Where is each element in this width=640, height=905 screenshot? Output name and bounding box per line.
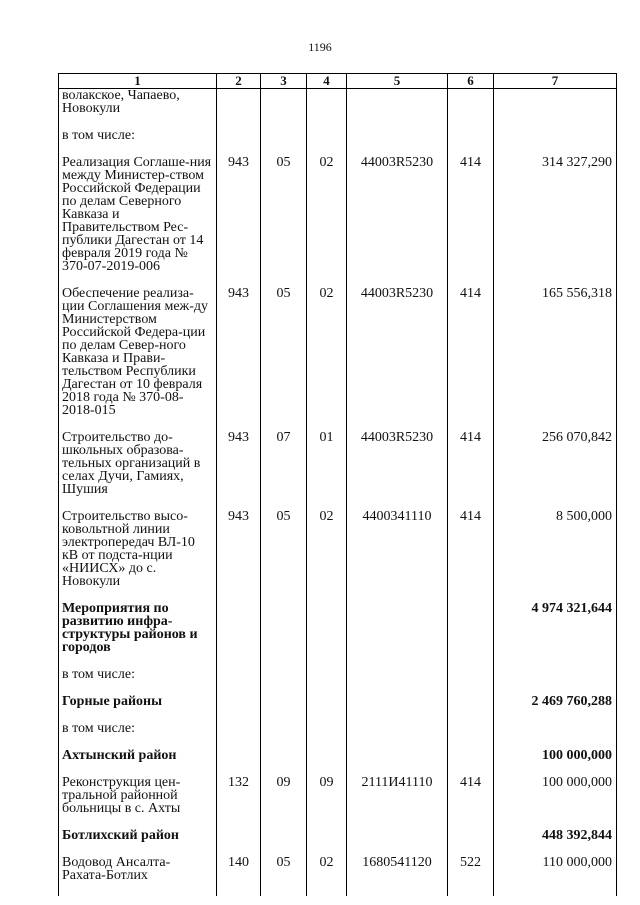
table-row <box>59 156 617 287</box>
row-col-3: 05 <box>261 156 307 287</box>
row-col-6 <box>448 602 494 668</box>
header-col-2: 2 <box>217 74 261 89</box>
row-col-2: 943 <box>217 510 261 602</box>
row-col-6: 414 <box>448 510 494 602</box>
row-col-2 <box>217 749 261 776</box>
row-amount: 8 500,000 <box>494 510 617 602</box>
row-name: Мероприятия по развитию инфра-структуры районов и городов <box>59 602 217 668</box>
row-col-6 <box>448 749 494 776</box>
header-col-5: 5 <box>347 74 448 89</box>
row-col-4 <box>307 722 347 749</box>
row-col-6: 414 <box>448 287 494 431</box>
row-amount: 4 974 321,644 <box>494 602 617 668</box>
row-col-5 <box>347 668 448 695</box>
row-col-2: 943 <box>217 156 261 287</box>
row-col-3 <box>261 829 307 856</box>
row-col-6: 522 <box>448 856 494 896</box>
row-col-6: 414 <box>448 431 494 510</box>
row-col-4: 02 <box>307 856 347 896</box>
row-col-3: 09 <box>261 776 307 829</box>
row-col-5 <box>347 129 448 156</box>
table-row <box>59 510 617 602</box>
table-row <box>59 829 617 856</box>
row-col-6 <box>448 668 494 695</box>
header-col-6: 6 <box>448 74 494 89</box>
row-col-5: 4400341110 <box>347 510 448 602</box>
row-col-4: 02 <box>307 156 347 287</box>
row-col-6: 414 <box>448 156 494 287</box>
table-row <box>59 749 617 776</box>
row-name: в том числе: <box>59 668 217 695</box>
row-amount <box>494 89 617 130</box>
row-amount <box>494 722 617 749</box>
row-col-4 <box>307 829 347 856</box>
row-amount <box>494 129 617 156</box>
row-col-3 <box>261 668 307 695</box>
row-col-6 <box>448 722 494 749</box>
header-col-7: 7 <box>494 74 617 89</box>
row-col-5: 44003R5230 <box>347 287 448 431</box>
row-amount: 100 000,000 <box>494 749 617 776</box>
table-row <box>59 602 617 668</box>
table-row <box>59 722 617 749</box>
row-amount: 314 327,290 <box>494 156 617 287</box>
row-col-3 <box>261 749 307 776</box>
row-name: Ахтынский район <box>59 749 217 776</box>
row-col-5 <box>347 89 448 130</box>
row-col-2 <box>217 602 261 668</box>
row-name: в том числе: <box>59 129 217 156</box>
header-col-4: 4 <box>307 74 347 89</box>
header-col-1: 1 <box>59 74 217 89</box>
row-col-5 <box>347 749 448 776</box>
row-col-3 <box>261 89 307 130</box>
row-col-3 <box>261 722 307 749</box>
row-col-4 <box>307 695 347 722</box>
row-col-2 <box>217 668 261 695</box>
row-name: Реконструкция цен-тральной районной больницы в с. Ахты <box>59 776 217 829</box>
row-col-5: 1680541120 <box>347 856 448 896</box>
row-col-4: 01 <box>307 431 347 510</box>
row-col-4: 02 <box>307 510 347 602</box>
row-col-3: 05 <box>261 287 307 431</box>
row-col-4: 02 <box>307 287 347 431</box>
table-row <box>59 129 617 156</box>
table-row <box>59 668 617 695</box>
row-amount: 2 469 760,288 <box>494 695 617 722</box>
row-col-2 <box>217 829 261 856</box>
row-col-2: 943 <box>217 287 261 431</box>
row-col-2 <box>217 89 261 130</box>
table-row <box>59 89 617 130</box>
row-col-3 <box>261 129 307 156</box>
row-name: Строительство до-школьных образова-тельных организаций в селах Дучи, Гамиях, Шушия <box>59 431 217 510</box>
row-amount: 448 392,844 <box>494 829 617 856</box>
row-col-6: 414 <box>448 776 494 829</box>
row-col-4: 09 <box>307 776 347 829</box>
table-body <box>59 89 617 897</box>
row-col-3 <box>261 695 307 722</box>
row-col-4 <box>307 668 347 695</box>
row-col-2 <box>217 129 261 156</box>
header-row <box>59 74 617 89</box>
row-col-2: 943 <box>217 431 261 510</box>
row-amount: 256 070,842 <box>494 431 617 510</box>
row-col-6 <box>448 829 494 856</box>
row-col-6 <box>448 89 494 130</box>
row-col-6 <box>448 695 494 722</box>
row-col-5 <box>347 602 448 668</box>
row-col-3: 07 <box>261 431 307 510</box>
row-amount <box>494 668 617 695</box>
table-row <box>59 695 617 722</box>
budget-table <box>58 73 617 896</box>
page-number: 1196 <box>308 40 332 54</box>
table-row <box>59 287 617 431</box>
row-col-4 <box>307 129 347 156</box>
row-name: Реализация Соглаше-ния между Министер-ством Российской Федерации по делам Северного Кавказа и Правительством Рес-публики Дагестан от 14 февраля 2019 года № 370-07-2019-006 <box>59 156 217 287</box>
row-name: Водовод Ансалта-Рахата-Ботлих <box>59 856 217 896</box>
row-name: Ботлихский район <box>59 829 217 856</box>
row-col-4 <box>307 749 347 776</box>
table-row <box>59 776 617 829</box>
row-name: в том числе: <box>59 722 217 749</box>
row-col-5: 44003R5230 <box>347 431 448 510</box>
table-row <box>59 856 617 896</box>
row-col-2: 140 <box>217 856 261 896</box>
row-col-3: 05 <box>261 856 307 896</box>
row-col-2 <box>217 722 261 749</box>
row-col-5: 44003R5230 <box>347 156 448 287</box>
row-col-4 <box>307 602 347 668</box>
row-name: волакское, Чапаево, Новокули <box>59 89 217 130</box>
row-col-5: 2111И41110 <box>347 776 448 829</box>
row-col-3: 05 <box>261 510 307 602</box>
row-amount: 100 000,000 <box>494 776 617 829</box>
row-amount: 165 556,318 <box>494 287 617 431</box>
row-col-6 <box>448 129 494 156</box>
row-amount: 110 000,000 <box>494 856 617 896</box>
row-name: Горные районы <box>59 695 217 722</box>
row-col-3 <box>261 602 307 668</box>
row-col-5 <box>347 829 448 856</box>
row-name: Обеспечение реализа-ции Соглашения меж-ду Министерством Российской Федера-ции по делам Север-ного Кавказа и Прави-тельством Республики Дагестан от 10 февраля 2018 года № 370-08-2018-015 <box>59 287 217 431</box>
row-col-2: 132 <box>217 776 261 829</box>
row-col-2 <box>217 695 261 722</box>
row-col-5 <box>347 695 448 722</box>
row-col-5 <box>347 722 448 749</box>
row-col-4 <box>307 89 347 130</box>
table-row <box>59 431 617 510</box>
row-name: Строительство высо-ковольтной линии электропередач ВЛ-10 кВ от подста-нции «НИИСХ» до с. Новокули <box>59 510 217 602</box>
header-col-3: 3 <box>261 74 307 89</box>
